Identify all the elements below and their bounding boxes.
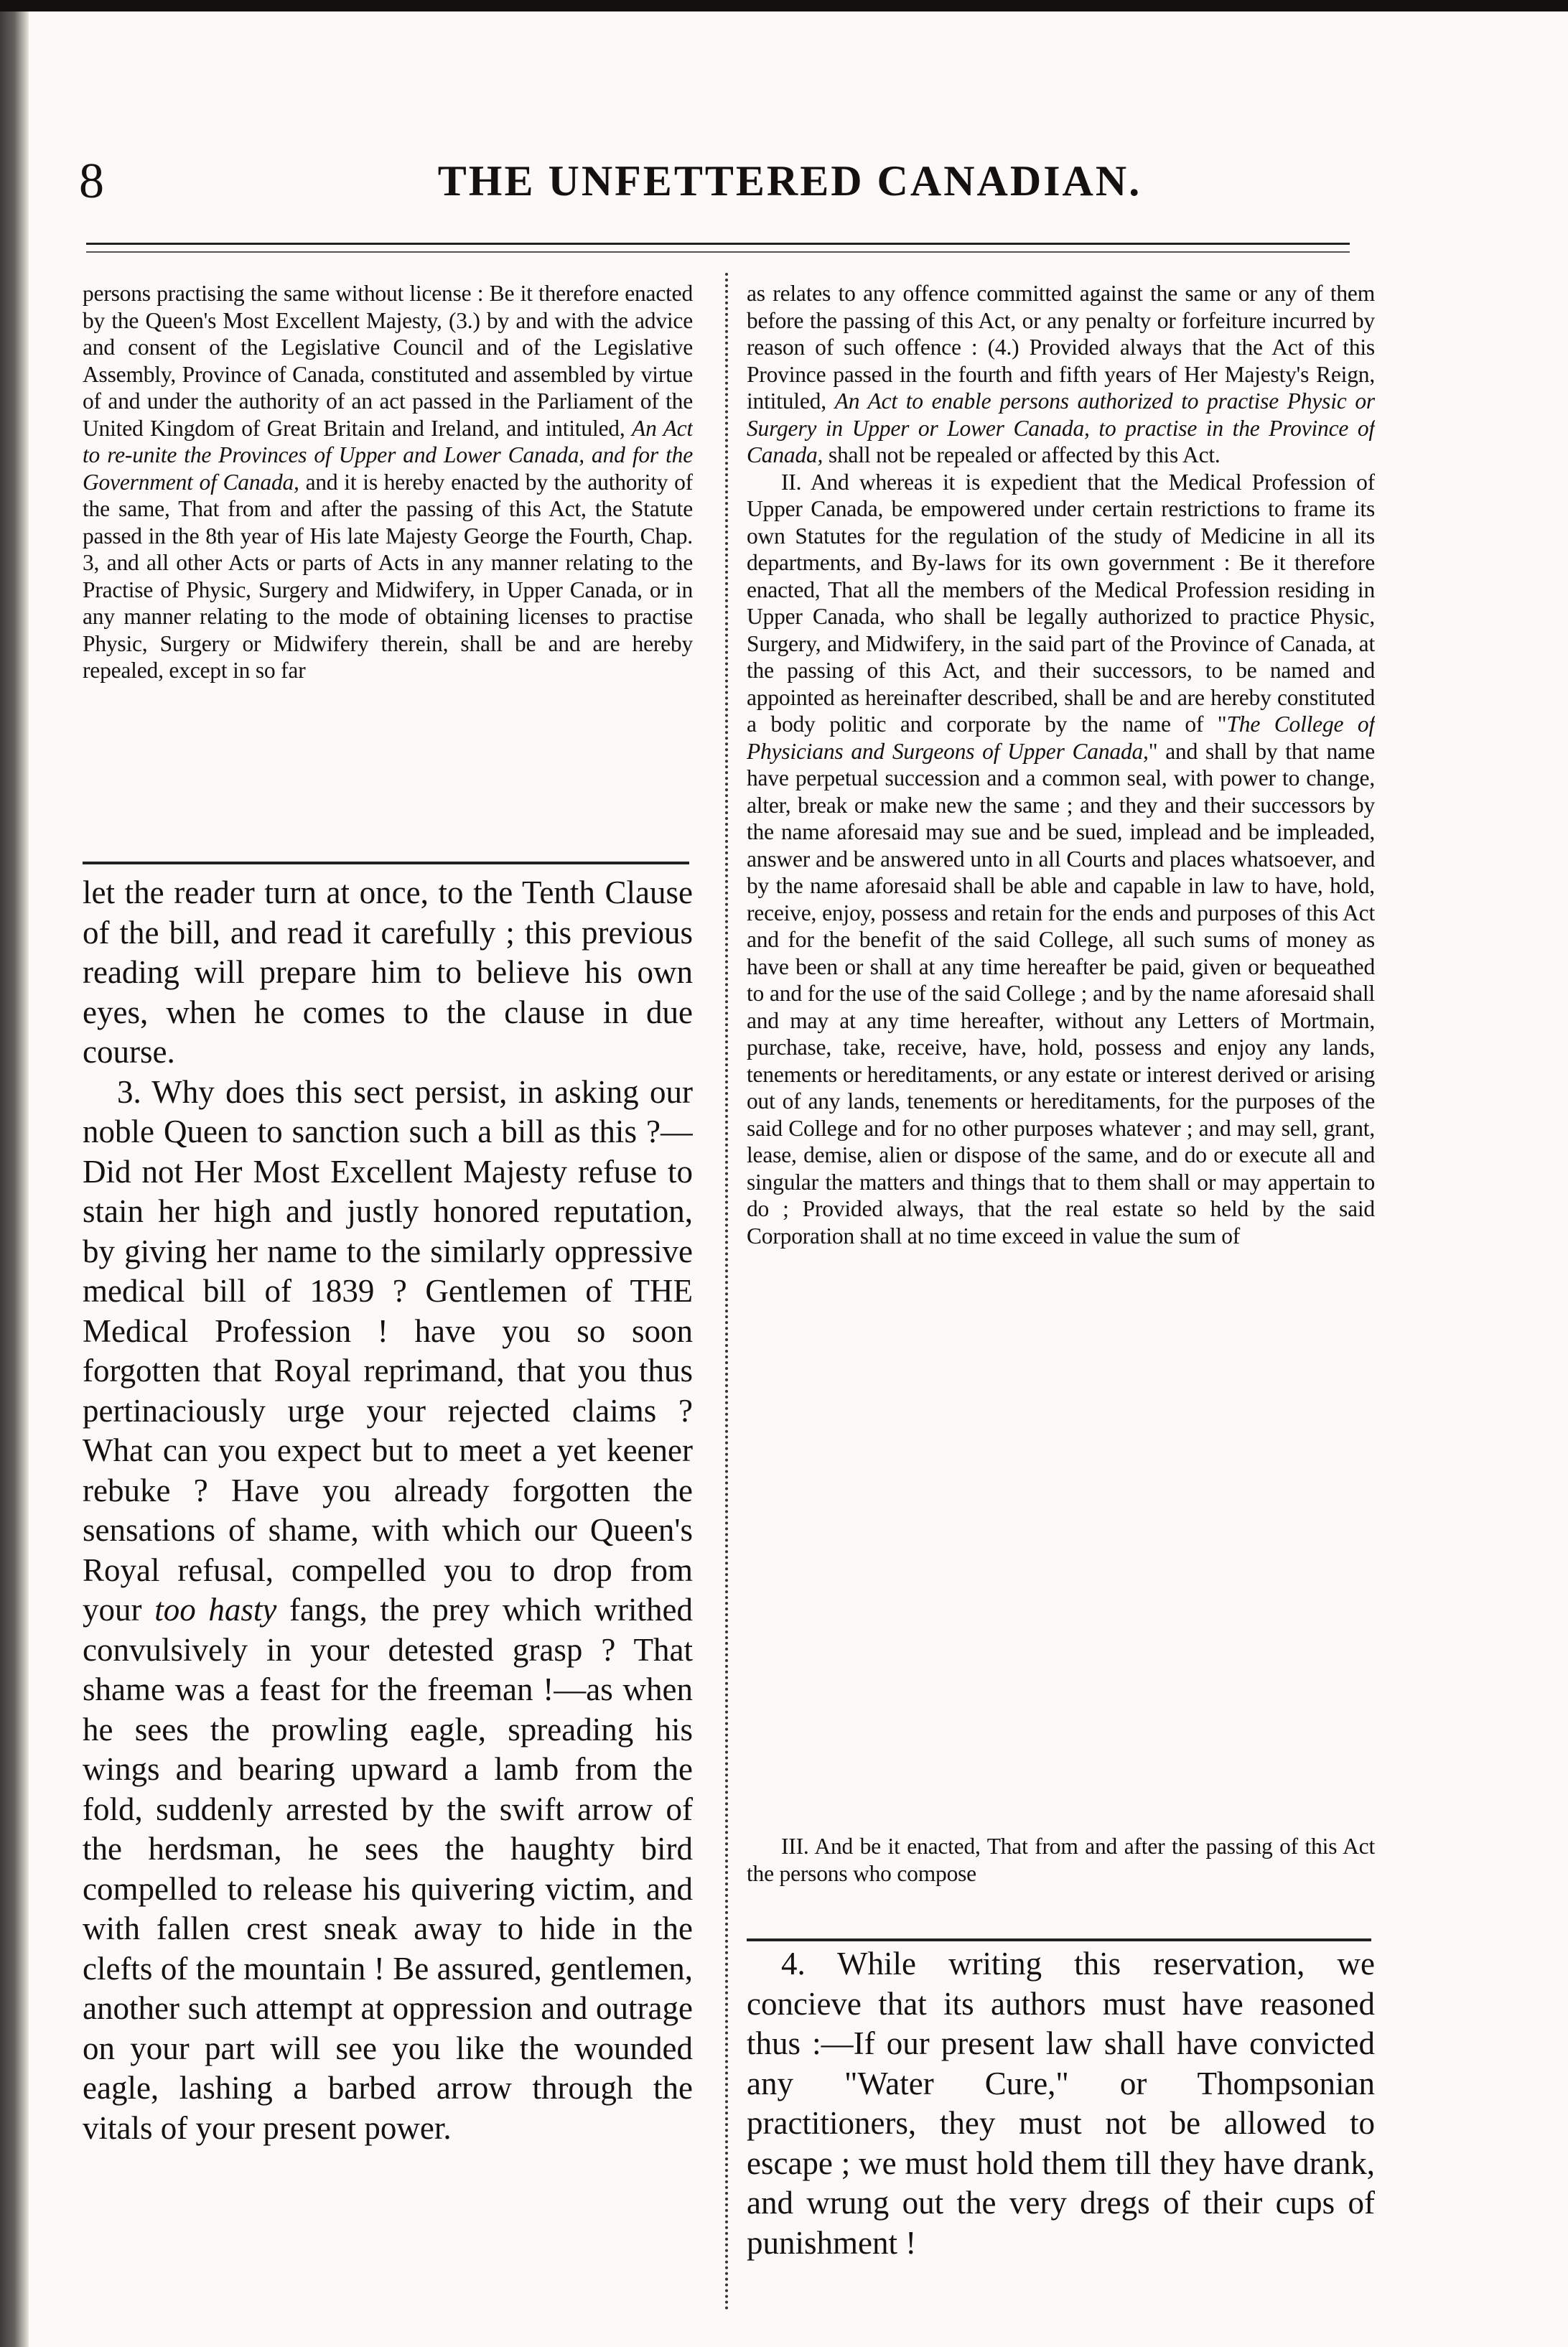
bill-act-title: An Act to re-unite the Provinces of Upper and Lower Canada, and for the Government of Canada, <box>83 415 693 495</box>
bill-text: persons practising the same without license : Be it therefore enacted by the Queen's Most Excellent Majesty, (3.) by and with the advice and consent of the Legislative Council and of the Legislative Assembly, Province of Canada, constituted and assembled by virtue of and under the authority of an act passed in the Parliament of the United Kingdom of Great Britain and Ireland, and intituled, <box>83 281 693 441</box>
column-separator <box>725 273 737 2312</box>
left-column-commentary <box>83 873 693 2309</box>
bill-clause-1-act-title: An Act to enable persons authorized to practise Physic or Surgery in Upper or Lower Canada, to practise in the Province of Canada, <box>747 388 1375 467</box>
bill-clause-1-text: as relates to any offence committed against the same or any of them before the passing of this Act, or any penalty or forfeiture incurred by reason of such offence : (4.) Provided always that the Act of this Province passed in the fourth and fifth years of Her Majesty's Reign, intituled, <box>747 281 1375 414</box>
college-name: The College of Physicians and Surgeons of Upper Canada, <box>747 711 1375 764</box>
right-column-quoted-bill <box>747 280 1375 1734</box>
header-rule <box>86 243 1350 245</box>
right-column-clause-3 <box>747 1833 1375 1919</box>
left-column-quoted-bill <box>83 280 693 851</box>
bill-clause-1-end: shall not be repealed or affected by this Act. <box>823 442 1221 467</box>
binding-edge <box>0 0 29 2347</box>
page-number: 8 <box>79 154 104 209</box>
paragraph-text: 3. Why does this sect persist, in asking our noble Queen to sanction such a bill as this ?—Did not Her Most Excellent Majesty refuse to stain her high and justly honored reputation, by giving her name to the similarly oppressive medical bill of 1839 ? Gentlemen of THE Medical Profession ! have you so soon forgotten that Royal reprimand, that you thus pertinaciously urge your rejected claims ? What can you expect but to meet a yet keener rebuke ? Have you already forgotten the sensations of shame, with which our Queen's Royal refusal, compelled you to drop from your <box>83 1073 693 1628</box>
paragraph-text-end: fangs, the prey which writhed convulsively in your detested grasp ? That shame was a feast for the freeman !—as when he sees the prowling eagle, spreading his wings and bearing upward a lamb from the fold, suddenly arrested by the swift arrow of the herdsman, he sees the haughty bird compelled to release his quivering victim, and with fallen crest sneak away to hide in the clefts of the mountain ! Be assured, gentlemen, another such attempt at oppression and outrage on your part will see you like the wounded eagle, lashing a barbed arrow through the vitals of your present power. <box>83 1592 693 2146</box>
running-head-title: THE UNFETTERED CANADIAN. <box>437 157 1142 205</box>
bill-text-continued: and it is hereby enacted by the authority of the same, That from and after the passing of this Act, the Statute passed in the 8th year of His late Majesty George the Fourth, Chap. 3, and all other Acts or parts of Acts in any manner relating to the Practise of Physic, Surgery and Midwifery, in Upper Canada, or in any manner relating to the mode of obtaining licenses to practise Physic, Surgery or Midwifery therein, shall be and are hereby repealed, except in so far <box>83 469 693 683</box>
right-column-commentary <box>747 1944 1375 2318</box>
commentary-paragraph-4: 4. While writing this reservation, we concieve that its authors must have reasoned thus :—If our present law shall have convicted any "Water Cure," or Thompsonian practitioners, they must not be allowed to escape ; we must hold them till they have drank, and wrung out the very dregs of their cups of punishment ! <box>747 1946 1375 2261</box>
paragraph-italic: too hasty <box>154 1592 277 1628</box>
bill-clause-2-end: " and shall by that name have perpetual succession and a common seal, with power to change, alter, break or make new the same ; and they and their successors by the name aforesaid may sue and be sued, implead and be impleaded, answer and be answered unto in all Courts and places whatsoever, and by the name aforesaid shall be able and capable in law to have, hold, receive, enjoy, possess and retain for the ends and purposes of this Act and for the benefit of the said College, all such sums of money as have been or shall at any time hereafter be paid, given or bequeathed to and for the use of the said College ; and by the name aforesaid shall and may at any time hereafter, without any Letters of Mortmain, purchase, take, receive, have, hold, possess and enjoy any lands, tenements or hereditaments, or any estate or interest derived or arising out of any lands, tenements or hereditaments, for the purposes of the said College and for no other purposes whatever ; and may sell, grant, lease, demise, alien or dispose of the same, and do or execute all and singular the matters and things that to them shall or may appertain to do ; Provided always, that the real estate so held by the said Corporation shall at no time exceed in value the sum of <box>747 738 1375 1249</box>
page-top-edge <box>0 0 1568 11</box>
right-column-rule <box>747 1938 1371 1941</box>
bill-clause-2-text: II. And whereas it is expedient that the Medical Profession of Upper Canada, be empowered under certain restrictions to frame its own Statutes for the regulation of the study of Medicine in all its departments, and By-laws for its own government : Be it therefore enacted, That all the members of the Medical Profession residing in Upper Canada, who shall be legally authorized to practice Physic, Surgery, and Midwifery, in the said part of the Province of Canada, at the passing of this Act, and their successors, to be named and appointed as hereinafter described, shall be and are hereby constituted a body politic and corporate by the name of " <box>747 469 1375 737</box>
commentary-paragraph-3 <box>83 1073 693 2149</box>
bill-clause-3-text: III. And be it enacted, That from and after the passing of this Act the persons who compose <box>747 1834 1375 1886</box>
commentary-paragraph: let the reader turn at once, to the Tenth Clause of the bill, and read it carefully ; this previous reading will prepare him to believe his own eyes, when he comes to the clause in due course. <box>83 874 693 1070</box>
left-column-rule <box>83 862 689 864</box>
header-rule-dashed <box>86 251 1350 253</box>
